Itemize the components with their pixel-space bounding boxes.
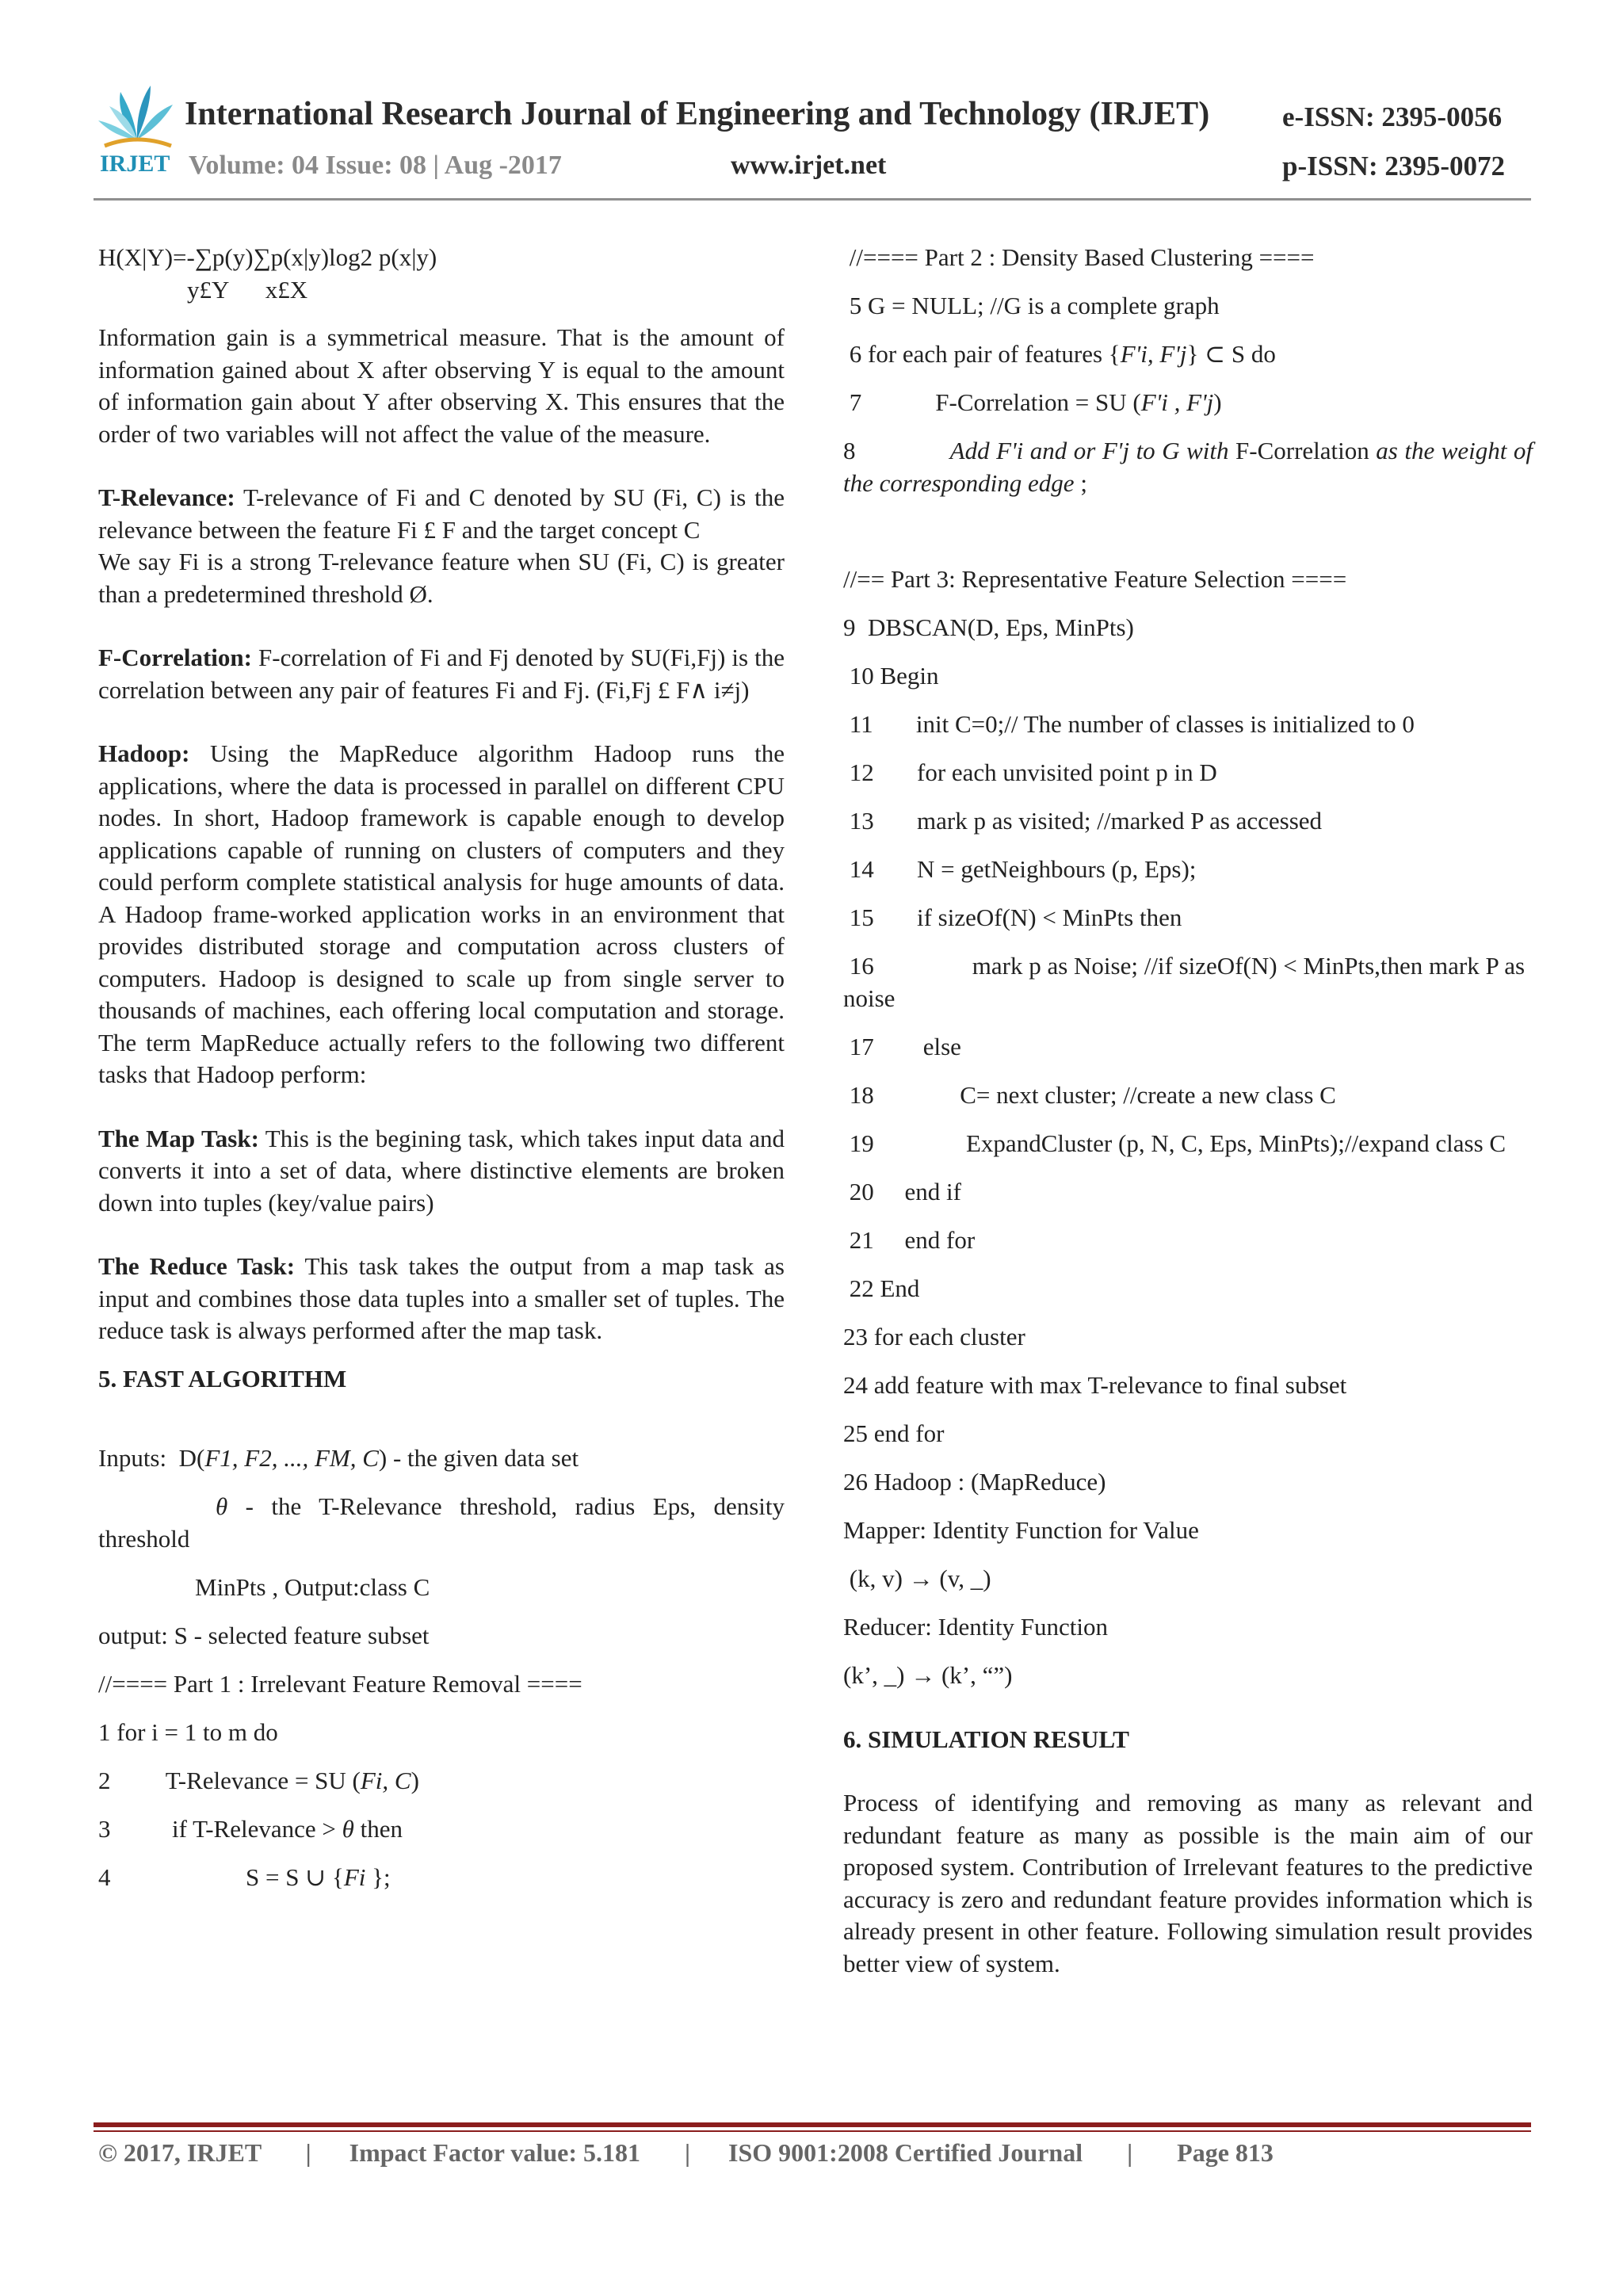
algo-output: output: S - selected feature subset (98, 1621, 430, 1649)
algo-line-1: 1 for i = 1 to m do (98, 1717, 278, 1746)
algo-line-17: 17 else (843, 1032, 961, 1060)
equation-conditional-entropy: H(X|Y)=-∑p(y)∑p(x|y)log2 p(x|y) (98, 243, 437, 271)
svg-text:IRJET: IRJET (100, 151, 170, 177)
algo-line-22: 22 End (843, 1274, 920, 1302)
paragraph-simulation: Process of identifying and removing as many as relevant and redundant feature as many as possible is the main aim of our proposed system. Contribution of Irrelevant features to the predictive accuracy is zero and redundant feature provides information which is already present in other feature. Following simulation result provides better view of system. (843, 1789, 1533, 1977)
pissn: p-ISSN: 2395-0072 (1282, 151, 1506, 181)
algo-line-8: 8 Add F'i and or F'j to G with F-Correlation as the weight of the corresponding edge ; (843, 437, 1533, 497)
paragraph-strong-t-relevance: We say Fi is a strong T-relevance feature when SU (Fi, C) is greater than a predetermined threshold Ø. (98, 548, 785, 608)
paragraph-f-correlation: F-Correlation: F-correlation of Fi and Fj denoted by SU(Fi,Fj) is the correlation between any pair of features Fi and Fj. (Fi,Fj £ F∧ i≠j) (98, 644, 785, 704)
algo-line-14: 14 N = getNeighbours (p, Eps); (843, 855, 1197, 883)
paragraph-t-relevance: T-Relevance: T-relevance of Fi and C denoted by SU (Fi, C) is the relevance between the feature Fi £ F and the target concept C (98, 483, 785, 544)
left-column (98, 242, 785, 1910)
paragraph-information-gain: Information gain is a symmetrical measure. That is the amount of information gained about X after observing Y is equal to the amount of information gain about Y after observing X. This ensures that the order of two variables will not affect the value of the measure. (98, 323, 785, 448)
section-heading-fast-algorithm: 5. FAST ALGORITHM (98, 1364, 347, 1392)
algo-line-10: 10 Begin (843, 662, 939, 690)
algo-line-11: 11 init C=0;// The number of classes is initialized to 0 (843, 710, 1415, 738)
algo-line-3: 3 if T-Relevance > θ then (98, 1814, 403, 1843)
algo-line-12: 12 for each unvisited point p in D (843, 758, 1217, 786)
algo-line-20: 20 end if (843, 1177, 961, 1205)
algo-line-16: 16 mark p as Noise; //if sizeOf(N) < MinPts,then mark P as noise (843, 952, 1531, 1012)
mapper-function: (k, v) → (v, _) (843, 1564, 991, 1592)
eissn: e-ISSN: 2395-0056 (1282, 101, 1503, 132)
term-t-relevance: T-Relevance: (98, 483, 235, 511)
algo-line-5: 5 G = NULL; //G is a complete graph (843, 292, 1220, 319)
algo-line-4: 4 S = S ∪ {Fi }; (98, 1862, 391, 1891)
algo-line-2: 2 T-Relevance = SU (Fi, C) (98, 1766, 419, 1794)
journal-title: International Research Journal of Engineering and Technology (IRJET) (185, 96, 1210, 132)
algo-inputs: Inputs: D(F1, F2, ..., FM, C) - the given data set (98, 1444, 579, 1472)
header-divider (94, 198, 1531, 201)
equation-subscript: y£Y x£X (187, 275, 308, 304)
algo-line-24: 24 add feature with max T-relevance to final subset (843, 1370, 1347, 1399)
term-map-task: The Map Task: (98, 1124, 259, 1152)
paragraph-reduce-task: The Reduce Task: This task takes the output from a map task as input and combines those data tuples into a smaller set of tuples. The reduce task is always performed after the map task. (98, 1252, 785, 1344)
algo-part2-comment: //==== Part 2 : Density Based Clustering ==== (843, 243, 1315, 271)
irjet-logo-icon (94, 78, 181, 181)
term-reduce-task: The Reduce Task: (98, 1252, 296, 1280)
algo-line-25: 25 end for (843, 1419, 945, 1447)
algo-line-23: 23 for each cluster (843, 1322, 1025, 1350)
right-column (843, 242, 1533, 1980)
algo-line-26: 26 Hadoop : (MapReduce) (843, 1467, 1106, 1496)
algo-line-18: 18 C= next cluster; //create a new class C (843, 1080, 1336, 1109)
footer-divider-thick (94, 2122, 1531, 2127)
algo-line-13: 13 mark p as visited; //marked P as accessed (843, 807, 1323, 835)
algo-line-19: 19 ExpandCluster (p, N, C, Eps, MinPts);//expand class C (843, 1129, 1507, 1157)
volume-issue: Volume: 04 Issue: 08 | Aug -2017 (189, 151, 562, 180)
footer-divider-thin (94, 2130, 1531, 2132)
mapper-label: Mapper: Identity Function for Value (843, 1515, 1199, 1544)
algo-line-21: 21 end for (843, 1225, 976, 1254)
algo-line-6: 6 for each pair of features {F'i, F'j} ⊂ S do (843, 340, 1276, 368)
algo-line-15: 15 if sizeOf(N) < MinPts then (843, 904, 1182, 931)
algo-threshold: θ - the T-Relevance threshold, radius Eps, density threshold (98, 1492, 785, 1553)
paragraph-hadoop: Hadoop: Using the MapReduce algorithm Hadoop runs the applications, where the data is processed in parallel on different CPU nodes. In short, Hadoop framework is capable enough to develop applications capable of running on clusters of computers and they could perform complete statistical analysis for huge amounts of data. A Hadoop frame-worked application works in an environment that provides distributed storage and computation across clusters of computers. Hadoop is designed to scale up from single server to thousands of machines, each offering local computation and storage. The term MapReduce actually refers to the following two different tasks that Hadoop perform: (98, 739, 785, 1088)
algo-part1-comment: //==== Part 1 : Irrelevant Feature Removal ==== (98, 1669, 582, 1698)
term-f-correlation: F-Correlation: (98, 644, 252, 671)
algo-line-9: 9 DBSCAN(D, Eps, MinPts) (843, 613, 1134, 641)
reducer-label: Reducer: Identity Function (843, 1612, 1109, 1641)
website-link[interactable]: www.irjet.net (731, 151, 887, 180)
page-footer: © 2017, IRJET | Impact Factor value: 5.181 | ISO 9001:2008 Certified Journal | Page 813 (98, 2138, 1274, 2167)
algo-part3-comment: //== Part 3: Representative Feature Selection ==== (843, 565, 1347, 593)
reducer-function: (k’, _) → (k’, “”) (843, 1660, 1013, 1689)
paragraph-map-task: The Map Task: This is the begining task, which takes input data and converts it into a set of data, where distinctive elements are broken down into tuples (key/value pairs) (98, 1124, 785, 1217)
section-heading-simulation-result: 6. SIMULATION RESULT (843, 1725, 1129, 1753)
algo-minpts: MinPts , Output:class C (195, 1572, 430, 1601)
algo-line-7: 7 F-Correlation = SU (F'i , F'j) (843, 388, 1222, 416)
term-hadoop: Hadoop: (98, 739, 190, 767)
page-header (0, 0, 1623, 206)
